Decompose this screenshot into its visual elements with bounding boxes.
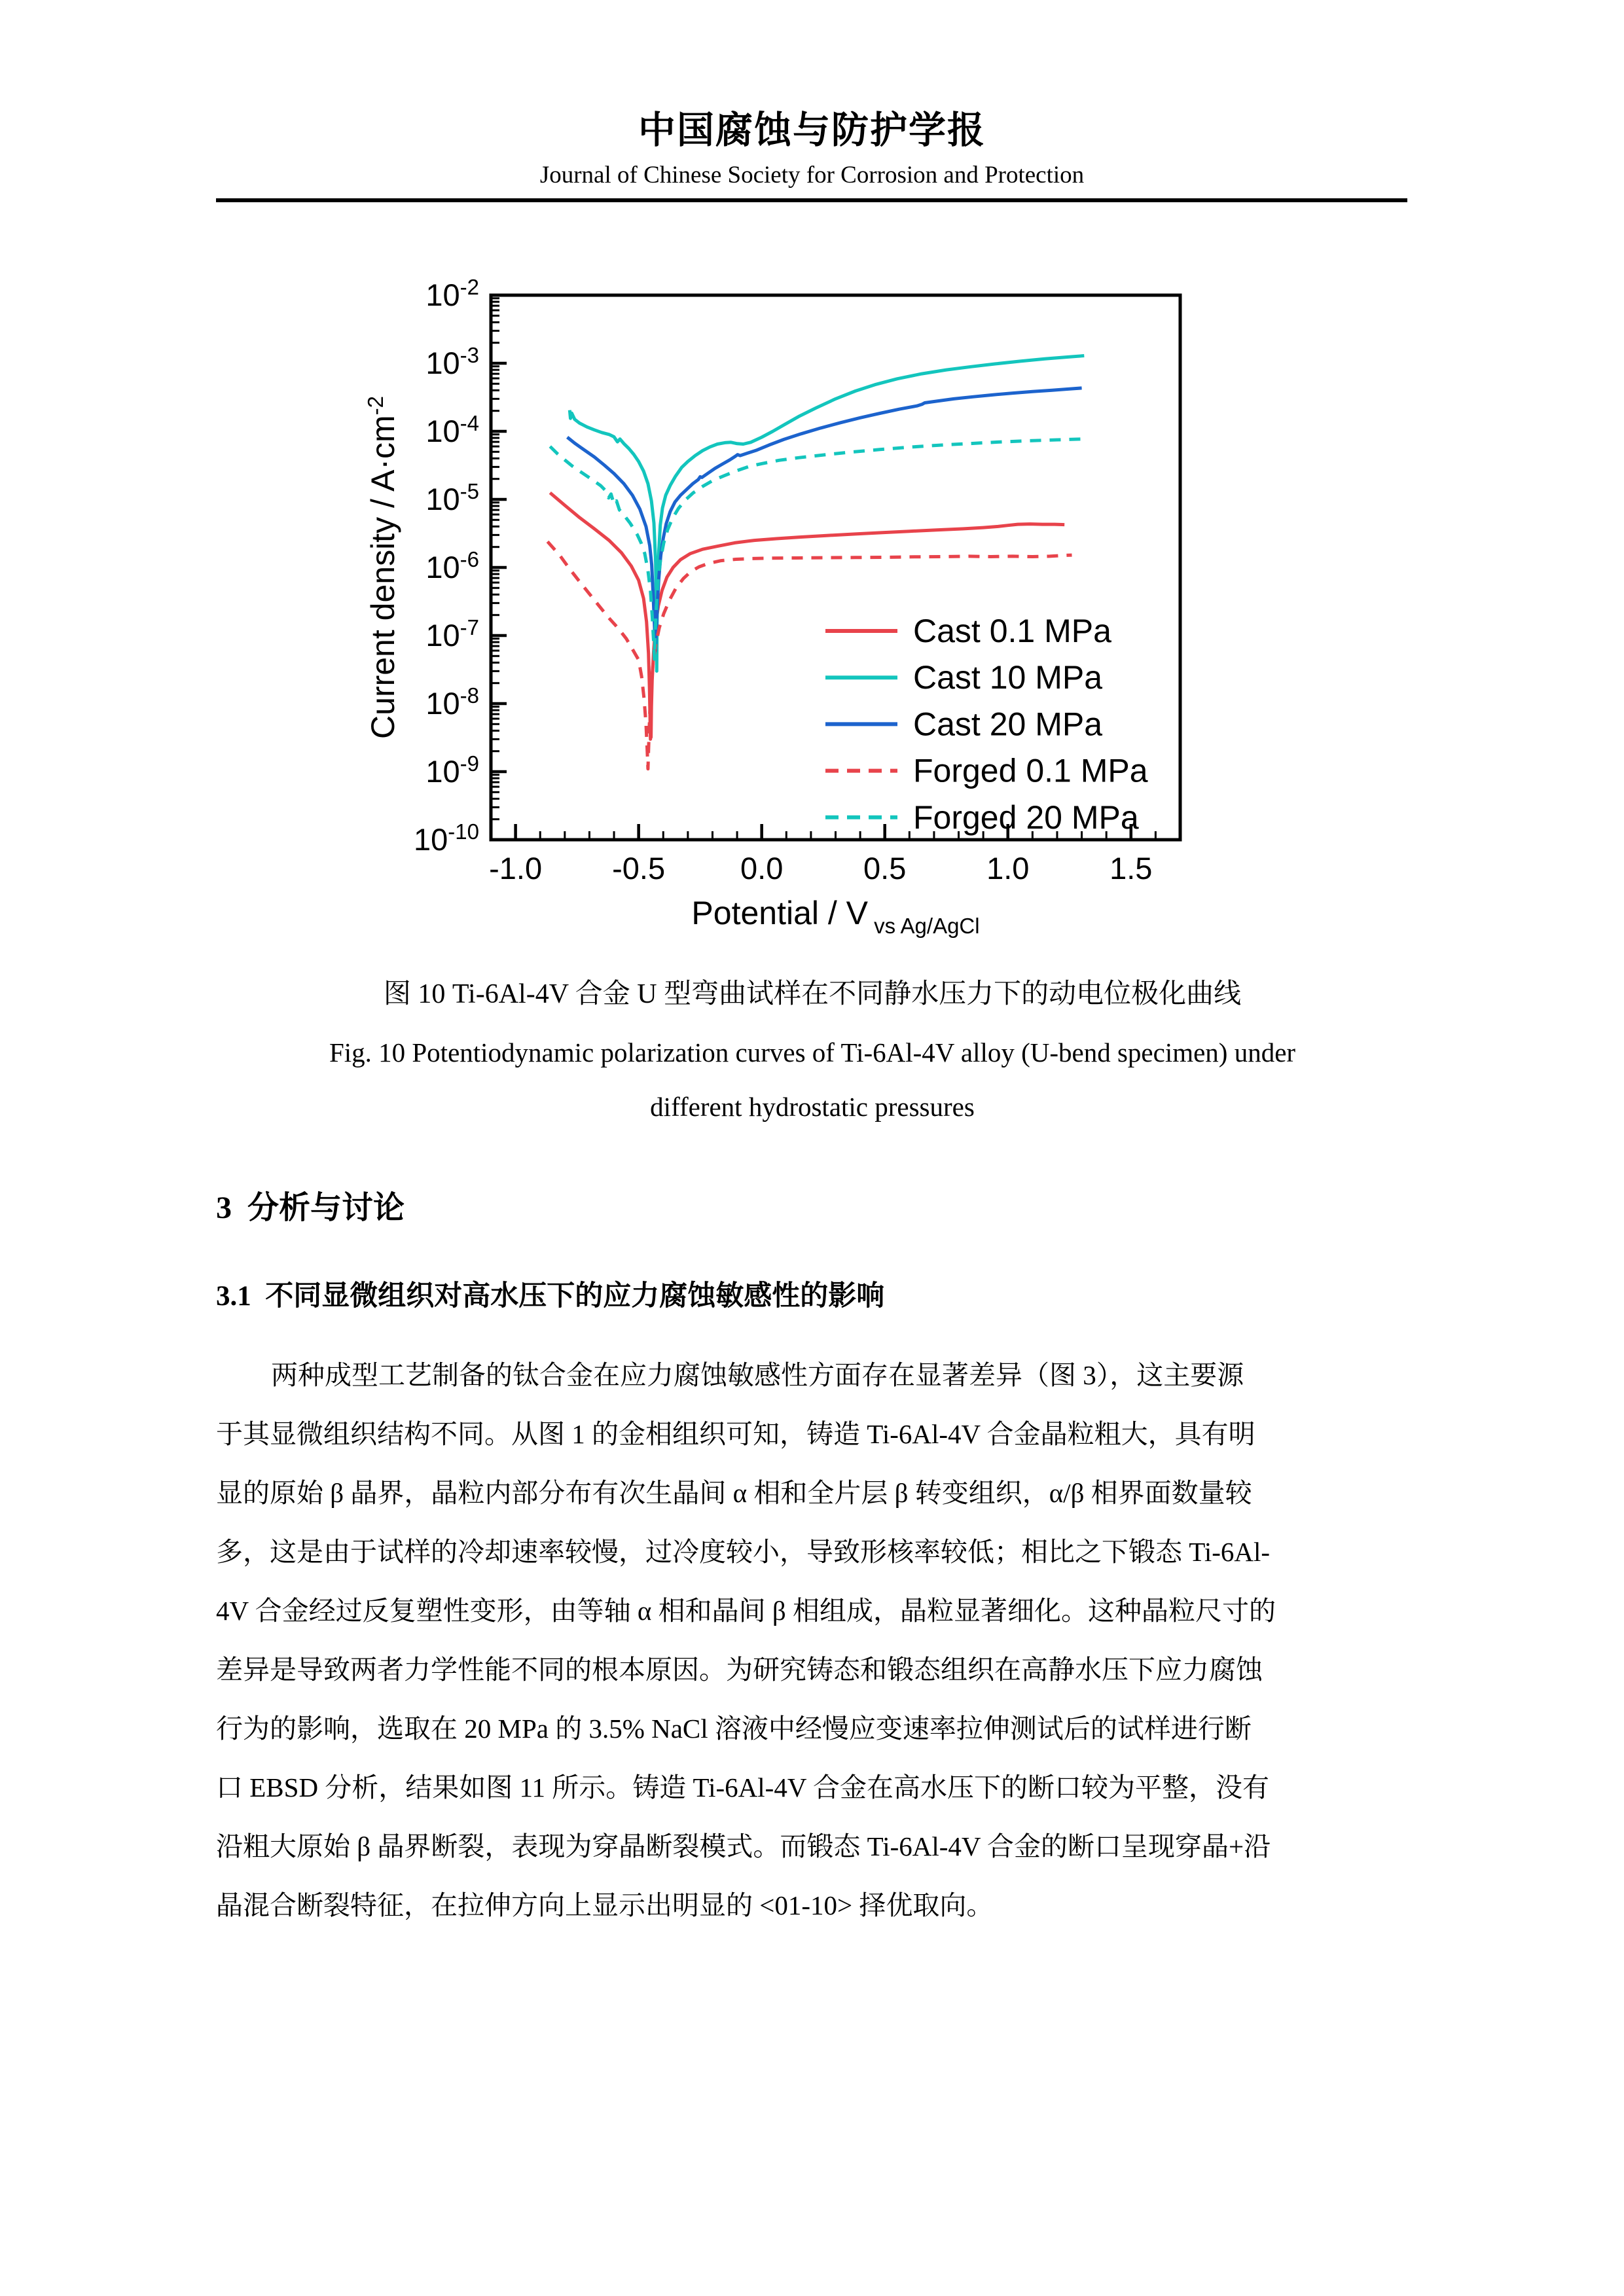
- paragraph-line: 沿粗大原始 β 晶界断裂，表现为穿晶断裂模式。而锻态 Ti-6Al-4V 合金的断口呈现穿晶+沿: [216, 1831, 1271, 1861]
- paragraph-line: 两种成型工艺制备的钛合金在应力腐蚀敏感性方面存在显著差异（图 3），这主要源: [271, 1360, 1244, 1390]
- figure-10: [353, 236, 1270, 972]
- section-heading: 3 分析与讨论: [216, 1191, 405, 1225]
- subsection-heading: 3.1 不同显微组织对高水压下的应力腐蚀敏感性的影响: [216, 1281, 885, 1312]
- svg-text:10-3: $10^{-3}$: [425, 343, 479, 380]
- svg-text:1.0: 1.0: [986, 851, 1030, 886]
- svg-text:10-6: $10^{-6}$: [425, 547, 479, 584]
- svg-text:10-4: $10^{-4}$: [425, 411, 479, 448]
- svg-text:1.5: 1.5: [1110, 851, 1153, 886]
- svg-text:Potential / V vs Ag/AgCl: Potential / V $_{vs Ag/AgCl}$: [691, 895, 980, 938]
- figure-caption-zh: 图 10 Ti-6Al-4V 合金 U 型弯曲试样在不同静水压力下的动电位极化曲线: [383, 979, 1242, 1009]
- header-rule: [216, 198, 1407, 202]
- paragraph-line: 口 EBSD 分析，结果如图 11 所示。铸造 Ti-6Al-4V 合金在高水压下的断口较为平整，没有: [216, 1772, 1269, 1803]
- svg-text:Current density / A·cm-2: Current density / $A\cdot cm^{-2}$: [363, 396, 401, 739]
- paragraph-line: 多，这是由于试样的冷却速率较慢，过冷度较小，导致形核率较低；相比之下锻态 Ti-6Al-: [216, 1537, 1271, 1567]
- paragraph-line: 4V 合金经过反复塑性变形，由等轴 α 相和晶间 β 相组成，晶粒显著细化。这种晶粒尺寸的: [216, 1596, 1276, 1626]
- figure-caption-en-line2: different hydrostatic pressures: [650, 1092, 975, 1122]
- svg-text:Cast 20 MPa: Cast 20 MPa: [913, 706, 1103, 743]
- svg-text:10-7: $10^{-7}$: [425, 615, 479, 653]
- svg-text:10-9: $10^{-9}$: [425, 751, 479, 789]
- svg-text:0.5: 0.5: [863, 851, 907, 886]
- journal-title-en: Journal of Chinese Society for Corrosion and Protection: [539, 162, 1085, 188]
- svg-text:-0.5: -0.5: [612, 851, 666, 886]
- svg-text:10-10: $10^{-10}$: [414, 819, 479, 857]
- polarization-chart: [353, 236, 1270, 972]
- svg-text:Forged 20 MPa: Forged 20 MPa: [913, 798, 1139, 836]
- svg-text:10-5: $10^{-5}$: [425, 479, 479, 516]
- paragraph-line: 显的原始 β 晶界，晶粒内部分布有次生晶间 α 相和全片层 β 转变组织，α/β 相界面数量较: [216, 1478, 1252, 1508]
- svg-text:0.0: 0.0: [740, 851, 784, 886]
- svg-text:Cast 10 MPa: Cast 10 MPa: [913, 659, 1103, 696]
- body-paragraph: [216, 1346, 1414, 1935]
- journal-title-zh: 中国腐蚀与防护学报: [638, 110, 986, 151]
- paragraph-line: 于其显微组织结构不同。从图 1 的金相组织可知，铸造 Ti-6Al-4V 合金晶粒粗大，具有明: [216, 1419, 1255, 1449]
- paragraph-line: 晶混合断裂特征，在拉伸方向上显示出明显的 <01-10> 择优取向。: [216, 1890, 994, 1920]
- paragraph-line: 行为的影响，选取在 20 MPa 的 3.5% NaCl 溶液中经慢应变速率拉伸测试后的试样进行断: [216, 1713, 1252, 1744]
- figure-caption-en-line1: Fig. 10 Potentiodynamic polarization curves of Ti-6Al-4V alloy (U-bend specimen) under: [329, 1037, 1296, 1067]
- svg-text:-1.0: -1.0: [489, 851, 543, 886]
- paragraph-line: 差异是导致两者力学性能不同的根本原因。为研究铸态和锻态组织在高静水压下应力腐蚀: [216, 1655, 1263, 1685]
- svg-text:10-8: $10^{-8}$: [425, 683, 479, 721]
- svg-text:10-2: $10^{-2}$: [425, 275, 479, 312]
- svg-text:Forged 0.1 MPa: Forged 0.1 MPa: [913, 752, 1148, 789]
- svg-text:Cast 0.1 MPa: Cast 0.1 MPa: [913, 613, 1111, 649]
